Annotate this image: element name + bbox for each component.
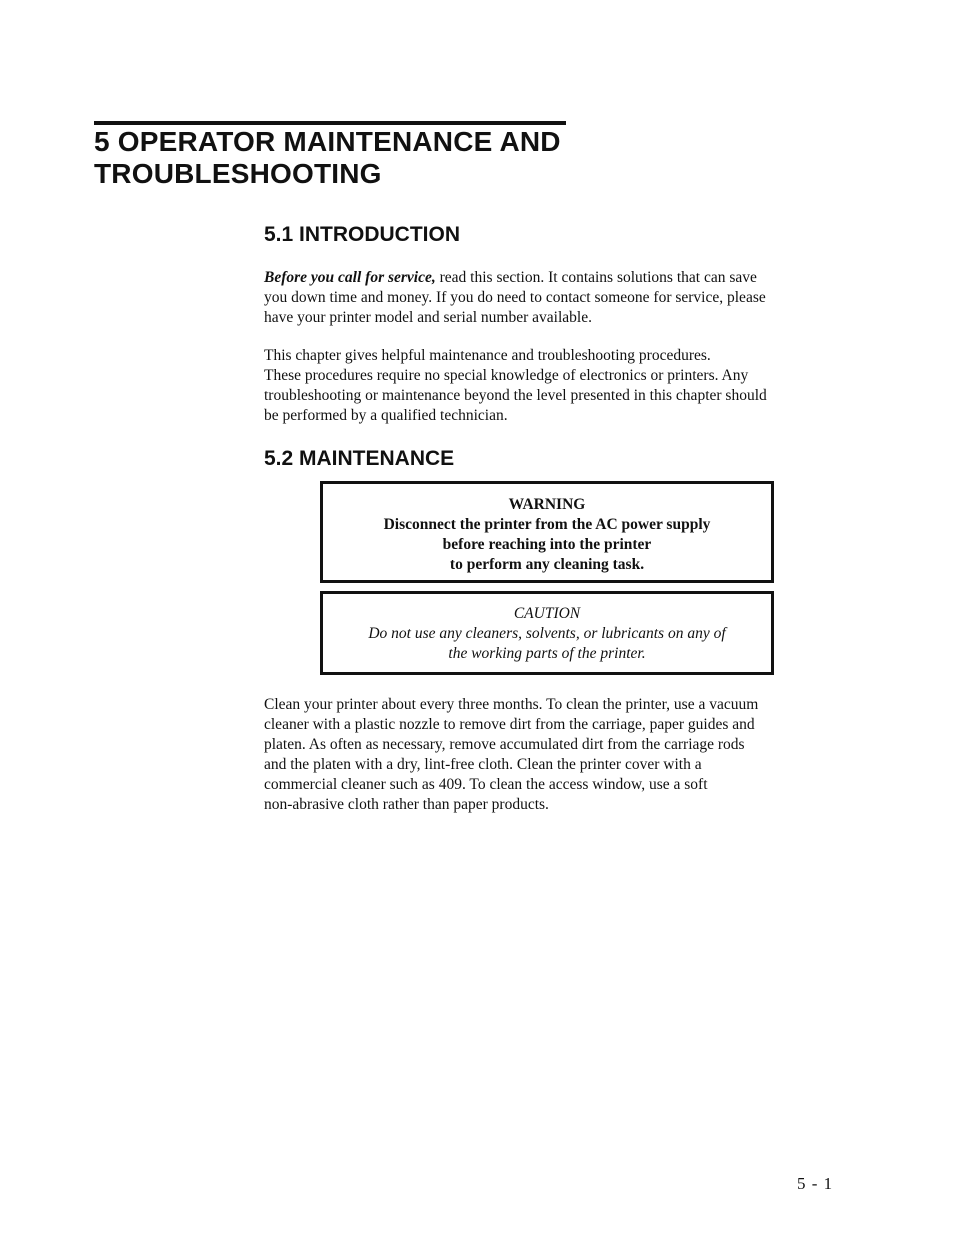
paragraph-line: and the platen with a dry, lint-free cloth. Clean the printer cover with a xyxy=(264,756,702,773)
chapter-title-line-1: 5 OPERATOR MAINTENANCE AND xyxy=(94,126,561,157)
section-heading-introduction: 5.1 INTRODUCTION xyxy=(264,223,461,246)
warning-line: to perform any cleaning task. xyxy=(449,556,645,573)
paragraph-line: These procedures require no special knowledge of electronics or printers. Any xyxy=(264,367,749,384)
introduction-paragraph-2 xyxy=(264,346,834,426)
paragraph-line: Clean your printer about every three months. To clean the printer, use a vacuum xyxy=(264,696,759,713)
chapter-title xyxy=(94,126,714,190)
caution-line: Do not use any cleaners, solvents, or lubricants on any of xyxy=(368,625,726,642)
paragraph-line: commercial cleaner such as 409. To clean the access window, use a soft xyxy=(264,776,708,793)
paragraph-line: troubleshooting or maintenance beyond the level presented in this chapter should xyxy=(264,387,767,404)
warning-box xyxy=(320,481,774,583)
cleaning-paragraph xyxy=(264,695,834,815)
paragraph-line: be performed by a qualified technician. xyxy=(264,407,508,424)
section-heading-maintenance: 5.2 MAINTENANCE xyxy=(264,447,455,470)
warning-line: Disconnect the printer from the AC power supply xyxy=(383,516,711,533)
chapter-title-line-2: TROUBLESHOOTING xyxy=(94,158,382,189)
paragraph-line: have your printer model and serial number available. xyxy=(264,309,592,326)
caution-title: CAUTION xyxy=(513,605,581,622)
introduction-paragraph-1 xyxy=(264,268,834,328)
warning-title: WARNING xyxy=(508,496,586,513)
page-number: 5 - 1 xyxy=(797,1174,834,1193)
caution-line: the working parts of the printer. xyxy=(448,645,646,662)
warning-line: before reaching into the printer xyxy=(442,536,652,553)
paragraph-line: cleaner with a plastic nozzle to remove dirt from the carriage, paper guides and xyxy=(264,716,755,733)
chapter-title-rule xyxy=(94,121,566,125)
paragraph-line: you down time and money. If you do need to contact someone for service, please xyxy=(264,289,766,306)
caution-box xyxy=(320,591,774,675)
paragraph-line: read this section. It contains solutions that can save xyxy=(435,269,757,286)
paragraph-line: non-abrasive cloth rather than paper products. xyxy=(264,796,549,813)
paragraph-line: platen. As often as necessary, remove accumulated dirt from the carriage rods xyxy=(264,736,745,753)
service-lead-in: Before you call for service, xyxy=(264,269,436,286)
paragraph-line: This chapter gives helpful maintenance and troubleshooting procedures. xyxy=(264,347,711,364)
